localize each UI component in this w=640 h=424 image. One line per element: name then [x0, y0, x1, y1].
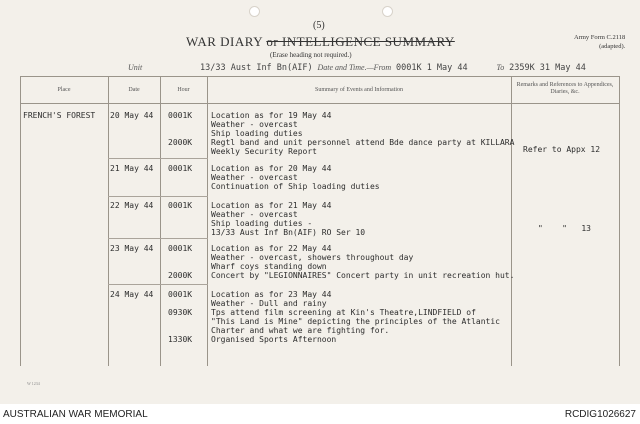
entry-hour: 0001K — [168, 164, 193, 173]
unit-label: Unit — [128, 63, 143, 72]
page-number: (5) — [313, 20, 325, 31]
entry-line: Weather - overcast — [211, 173, 298, 182]
unit-line — [128, 63, 586, 73]
header-remarks: Remarks and References to Appendices, Diaries, &c. — [516, 82, 614, 95]
entry-date: 22 May 44 — [110, 201, 154, 210]
form-number-text: Army Form C.2118 — [574, 34, 626, 41]
day-separator — [108, 284, 208, 285]
table-right-rule — [619, 76, 620, 366]
col-rule-hour — [160, 76, 161, 366]
punch-hole — [382, 6, 393, 17]
entry-date: 21 May 44 — [110, 164, 154, 173]
entry-line: Weekly Security Report — [211, 147, 317, 156]
day-separator — [108, 158, 208, 159]
entry-line: Organised Sports Afternoon — [211, 335, 337, 344]
entry-hour: 0001K — [168, 111, 193, 120]
remark-value: Refer to Appx 12 — [523, 145, 601, 154]
col-rule-date — [108, 76, 109, 366]
diary-title — [186, 34, 455, 50]
col-rule-remarks — [511, 76, 512, 366]
entry-hour: 0001K — [168, 244, 193, 253]
header-place: Place — [57, 87, 71, 93]
from-value: 0001K 1 May 44 — [395, 63, 468, 73]
entry-line: Continuation of Ship loading duties — [211, 182, 380, 191]
entry-line: Wharf coys standing down — [211, 262, 327, 271]
table-top-rule — [20, 76, 620, 77]
entry-line: Regtl band and unit personnel attend Bde dance party at KILLARA — [211, 138, 515, 147]
unit-value: 13/33 Aust Inf Bn(AIF) — [200, 63, 313, 73]
entry-line: Location as for 21 May 44 — [211, 201, 332, 210]
entry-line: "This Land is Mine" depicting the principles of the Atlantic — [211, 317, 500, 326]
entry-line: Ship loading duties - — [211, 219, 313, 228]
entry-line: Weather - overcast, showers throughout day — [211, 253, 414, 262]
remark-value: " " 13 — [538, 224, 591, 233]
entry-line: Location as for 19 May 44 — [211, 111, 332, 120]
day-separator — [108, 238, 208, 239]
entry-date: 23 May 44 — [110, 244, 154, 253]
title-intelligence-summary: or INTELLIGENCE SUMMARY — [266, 34, 455, 49]
erase-note: (Erase heading not required.) — [270, 51, 352, 59]
entry-line: Weather - overcast — [211, 210, 298, 219]
entry-line: Tps attend film screening at Kin's Theatre,LINDFIELD of — [211, 308, 476, 317]
entry-line: Ship loading duties — [211, 129, 303, 138]
footer-institution: AUSTRALIAN WAR MEMORIAL — [3, 409, 148, 420]
entry-line: Location as for 20 May 44 — [211, 164, 332, 173]
title-war-diary: WAR DIARY — [186, 34, 263, 49]
form-mark: W 1234 — [27, 381, 40, 386]
header-summary: Summary of Events and Information — [315, 87, 403, 93]
entry-line: Concert by "LEGIONNAIRES" Concert party in unit recreation hut. — [211, 271, 515, 280]
entry-line: Weather - Dull and rainy — [211, 299, 327, 308]
header-date: Date — [128, 87, 140, 93]
entry-line: Location as for 23 May 44 — [211, 290, 332, 299]
footer-record-id: RCDIG1026627 — [564, 409, 636, 420]
date-label: Date and Time.—From — [317, 63, 392, 72]
entry-date: 20 May 44 — [110, 111, 154, 120]
header-hour: Hour — [177, 87, 190, 93]
col-rule-summary — [207, 76, 208, 366]
to-value: 2359K 31 May 44 — [509, 63, 586, 73]
form-number — [574, 33, 625, 51]
day-separator — [108, 196, 208, 197]
entry-hour: 2000K — [168, 138, 193, 147]
table-left-rule — [20, 76, 21, 366]
place-value: FRENCH'S FOREST — [23, 111, 96, 120]
entry-line: 13/33 Aust Inf Bn(AIF) RO Ser 10 — [211, 228, 366, 237]
header-bottom-rule — [20, 103, 620, 104]
form-note: (adapted). — [599, 43, 626, 50]
entry-line: Charter and what we are fighting for. — [211, 326, 390, 335]
entry-hour: 2000K — [168, 271, 193, 280]
to-label: To — [496, 63, 505, 72]
entry-hour: 0001K — [168, 290, 193, 299]
entry-hour: 0930K — [168, 308, 193, 317]
entry-line: Location as for 22 May 44 — [211, 244, 332, 253]
entry-line: Weather - overcast — [211, 120, 298, 129]
punch-hole — [249, 6, 260, 17]
entry-date: 24 May 44 — [110, 290, 154, 299]
entry-hour: 0001K — [168, 201, 193, 210]
entry-hour: 1330K — [168, 335, 193, 344]
